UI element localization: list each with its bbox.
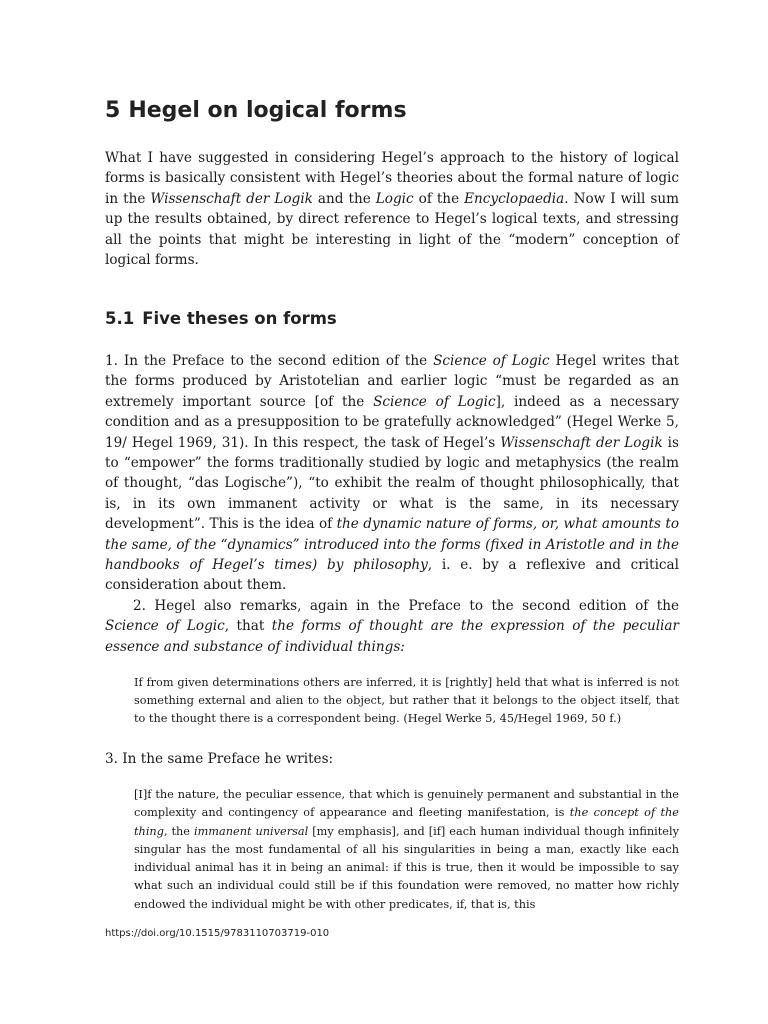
quote2-text-run: the concept of the thing: [134, 806, 679, 838]
para3-text-run: 3. In the same Preface he writes:: [105, 751, 334, 767]
intro-text-run: Logic: [375, 190, 414, 207]
intro-text-run: . Now I will sum up the results obtained, by direct reference to Hegel’s logical texts, and stressing all the points that might be interesting in light of the “modern” conception of logical forms.: [105, 190, 679, 269]
section-heading: [105, 309, 337, 328]
thesis-1-paragraph: [105, 351, 679, 596]
quote2-text-run: immanent universal: [193, 824, 309, 838]
quote1-text-run: If from given determinations others are inferred, it is [rightly] held that what is inferred is not something external and alien to the object, but rather that it belongs to the object itself, that to the thought there is a correspondent being. (Hegel Werke 5, 45/Hegel 1969, 50 f.): [134, 676, 679, 726]
block-quote-1: [134, 674, 679, 728]
para1-text-run: the dynamic nature of forms, or, what amounts to the same, of the “dynamics” introduced into the forms (fixed in Aristotle and in the handbooks of Hegel’s times) by philosophy: [105, 516, 680, 574]
para2-text-run: , that: [224, 618, 272, 635]
para1-text-run: 1. In the Preface to the second edition of the: [105, 353, 434, 369]
para1-text-run: Wissenschaft der Logik: [500, 434, 663, 451]
section-number: 5.1: [105, 309, 135, 328]
para1-text-run: Science of Logic: [433, 353, 550, 369]
para1-text-run: is to “empower” the forms traditionally studied by logic and metaphysics (the realm of thought, “das Logische”), “to exhibit the realm of thought philosophically, that is, in its own immanent activity or what is the same, in its necessary development”. This is the idea of: [105, 434, 679, 533]
para1-text-run: Science of Logic: [373, 393, 496, 410]
intro-text-run: Encyclopaedia: [464, 190, 565, 207]
thesis-3-paragraph: [105, 749, 679, 769]
intro-text-run: and the: [312, 190, 376, 207]
intro-text-run: of the: [413, 190, 465, 207]
quote2-text-run: [my emphasis], and [if] each human individual though infinitely singular has the most fundamental of all his singularities in being a man, exactly like each individual animal has it in being an animal: if this is true, then it would be impossible to say what such an individual could still be if this foundation were removed, no matter how richly endowed the individual might be with other predicates, if, that is, this: [134, 824, 679, 911]
intro-paragraph: [105, 148, 679, 270]
chapter-heading: [105, 98, 407, 123]
block-quote-2: [134, 786, 679, 914]
chapter-number: 5: [105, 98, 121, 123]
para1-text-run: Hegel writes that the forms produced by Aristotelian and earlier logic “must be regarded as an extremely important source [of the: [105, 353, 679, 410]
intro-text-run: Wissenschaft der Logik: [150, 190, 313, 207]
para2-text-run: the forms of thought are the expression of the peculiar essence and substance of individual things:: [105, 618, 679, 655]
doi-link[interactable]: https://doi.org/10.1515/9783110703719-010: [105, 928, 330, 939]
quote2-text-run: , the: [163, 824, 194, 838]
para1-text-run: ], indeed as a necessary condition and as a presupposition to be gratefully acknowledged” (Hegel Werke 5, 19/ Hegel 1969, 31). In this respect, the task of Hegel’s: [105, 393, 679, 451]
section-title: Five theses on forms: [142, 309, 337, 328]
thesis-2-paragraph: [105, 596, 679, 657]
intro-text-run: What I have suggested in considering Hegel’s approach to the history of logical forms is basically consistent with Hegel’s theories about the formal nature of logic in the: [105, 150, 679, 207]
para2-text-run: Science of Logic: [105, 618, 225, 635]
chapter-title: Hegel on logical forms: [128, 98, 407, 123]
quote2-text-run: [I]f the nature, the peculiar essence, that which is genuinely permanent and substantial in the complexity and contingency of appearance and fleeting manifestation, is: [134, 788, 679, 820]
para2-text-run: 2. Hegel also remarks, again in the Preface to the second edition of the: [133, 598, 679, 614]
para1-text-run: , i. e. by a reflexive and critical consideration about them.: [105, 557, 679, 594]
